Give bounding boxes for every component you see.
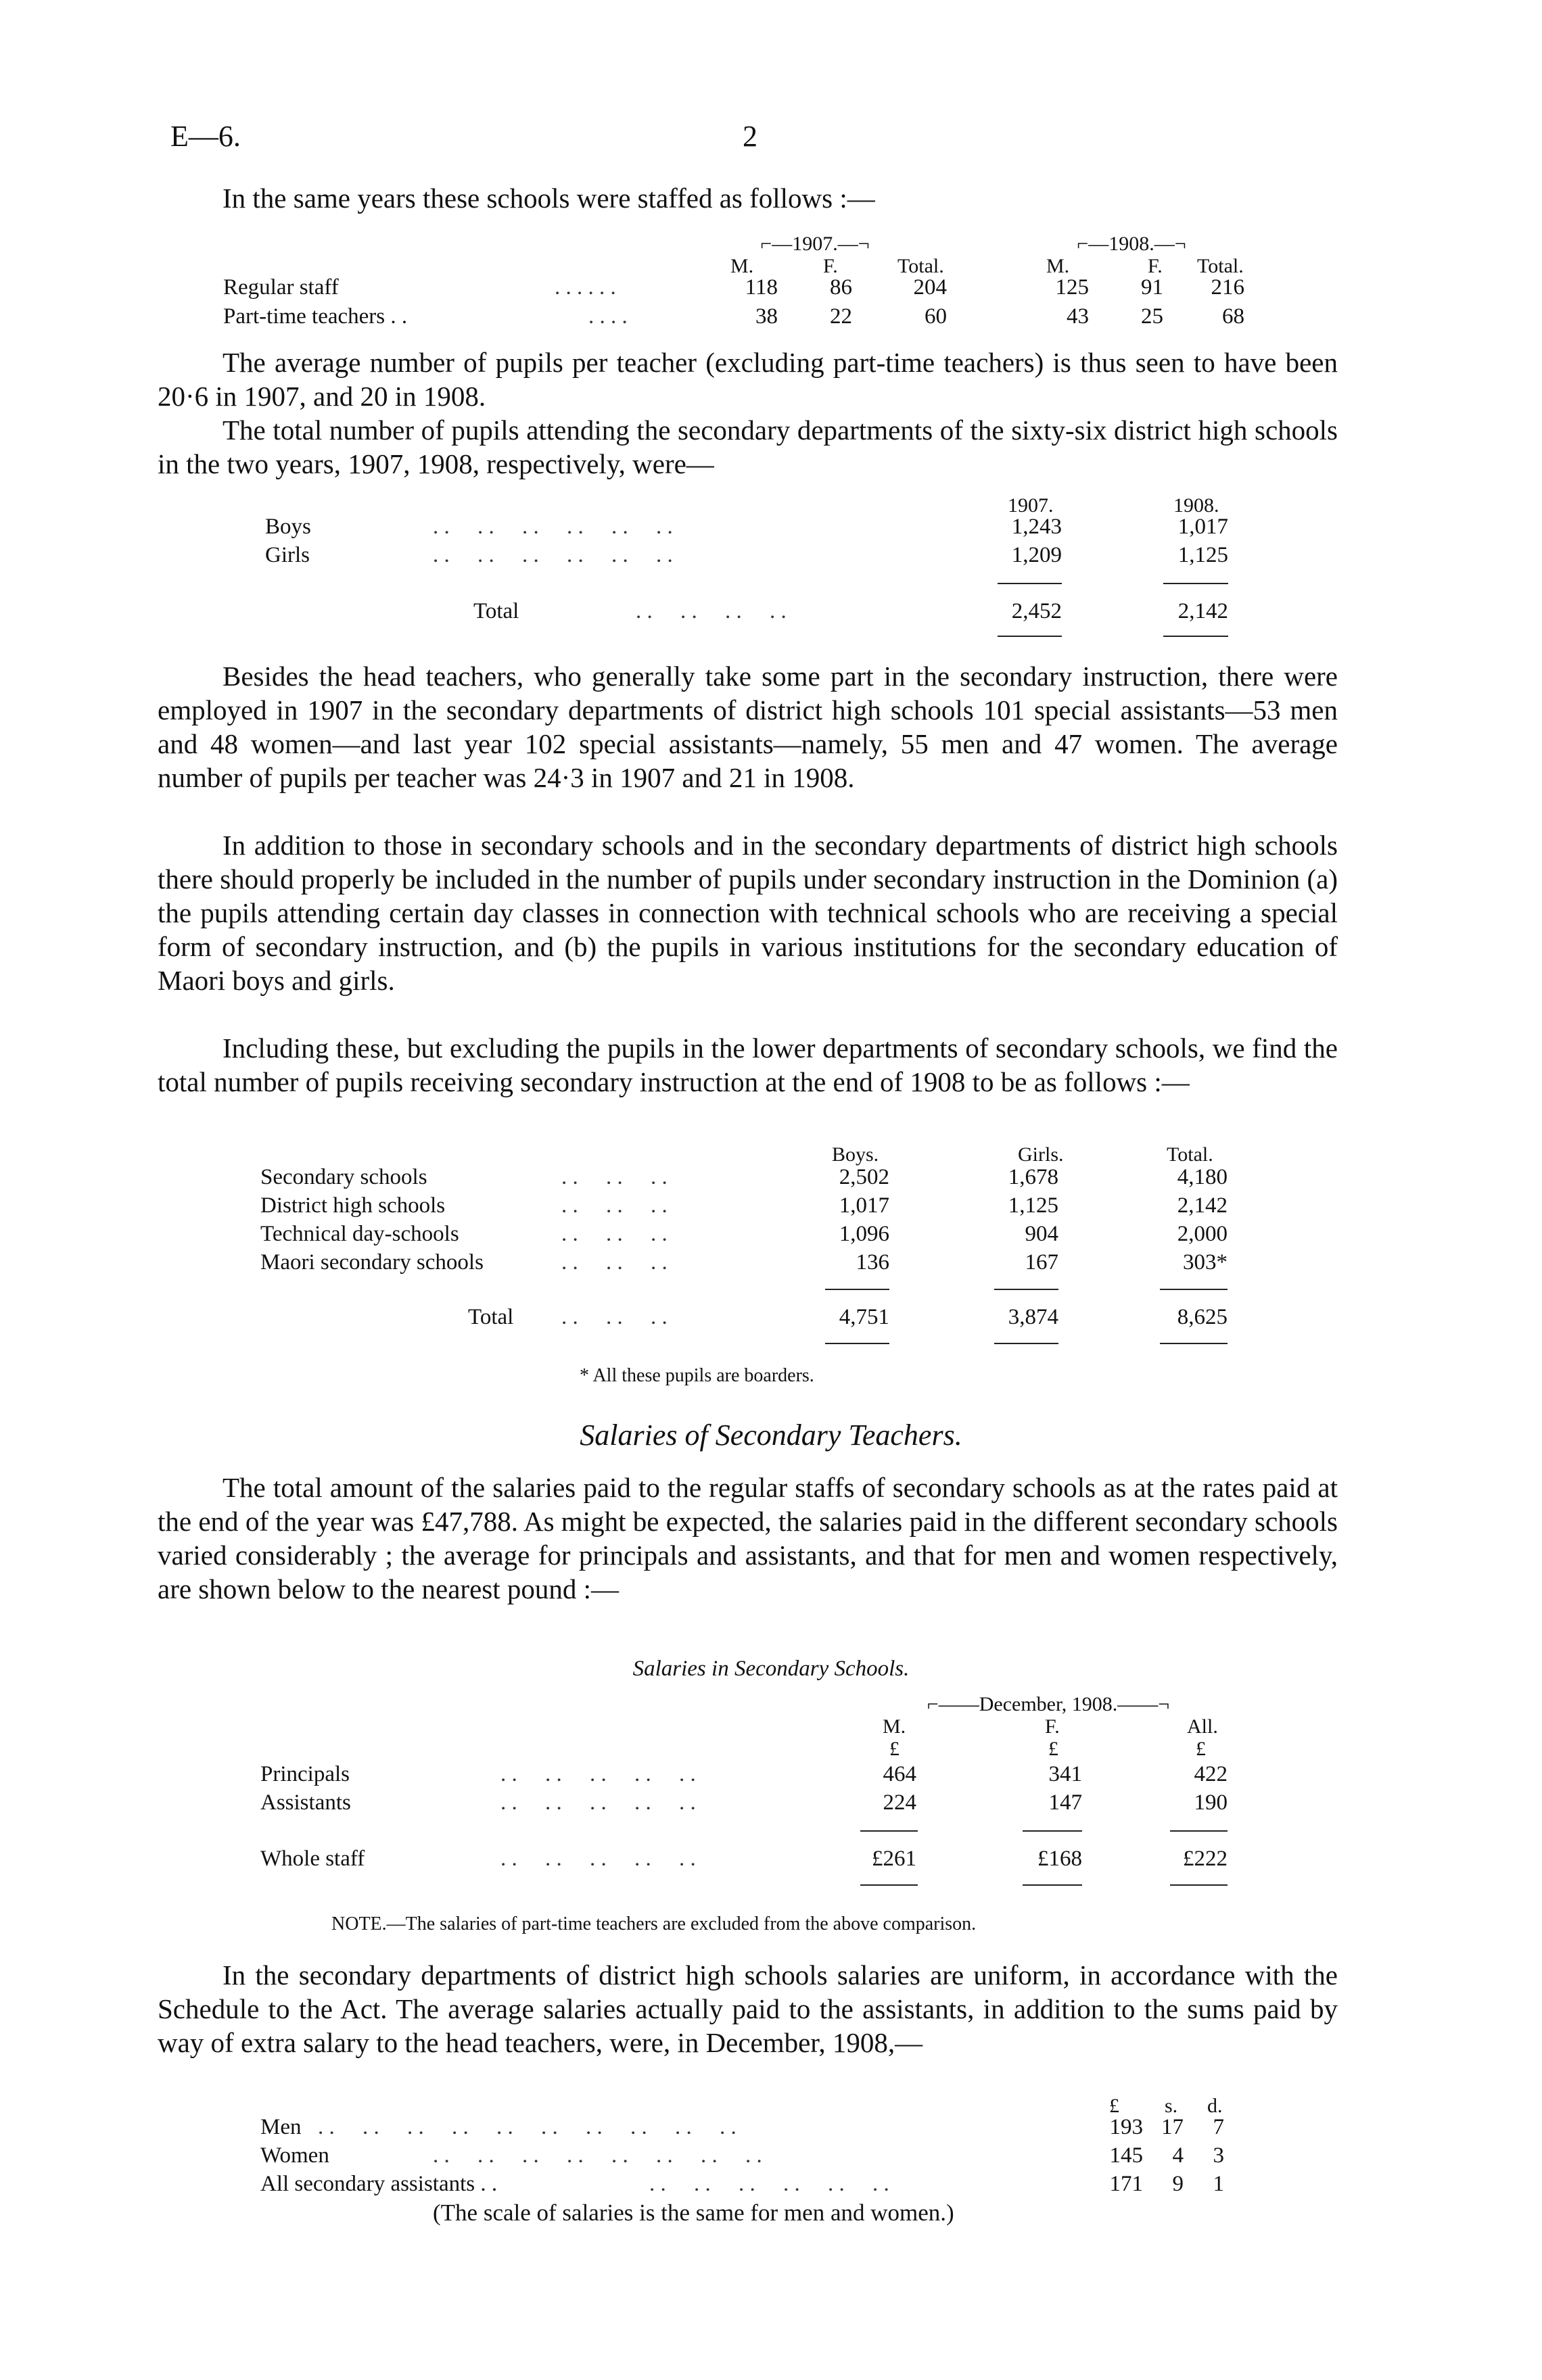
cell: 8,625 <box>1177 1305 1228 1329</box>
sum-rule <box>998 636 1062 637</box>
col-header-total: Total. <box>897 255 944 277</box>
cell: 4 <box>1172 2143 1184 2168</box>
cell: 193 <box>1109 2115 1143 2139</box>
col-header-boys: Boys. <box>832 1143 879 1166</box>
leader-dots: . . . . . . . . . . <box>500 1790 696 1815</box>
col-header-total: Total. <box>1167 1143 1213 1166</box>
sum-rule <box>1163 583 1228 584</box>
cell: 145 <box>1109 2143 1143 2168</box>
paragraph-average-pupils: The average number of pupils per teacher (excluding part-time teachers) is thus seen to have been 20·6 in 1907, and 20 in 1908. <box>158 347 1338 412</box>
paragraph-salaries: The total amount of the salaries paid to the regular staffs of secondary schools as at the rates paid at the end of the year was £47,788. As might be expected, the salaries paid in the different secondary schools varied considerably ; the average for principals and assistants, and that for men and women respectively, are shown below to the nearest pound :— <box>158 1472 1338 1604</box>
cell: 2,452 <box>1011 599 1062 623</box>
row-label: Boys <box>265 515 311 539</box>
sum-rule <box>994 1289 1058 1290</box>
col-header-m: M. <box>730 255 754 277</box>
document-reference: E—6. <box>170 120 241 153</box>
cell: 25 <box>1141 304 1163 329</box>
leader-dots: . . . . . . <box>561 1305 668 1329</box>
sum-rule <box>1023 1830 1082 1832</box>
row-label: Men <box>260 2115 302 2139</box>
cell: 1,209 <box>1011 543 1062 567</box>
total-label: Total <box>473 599 519 623</box>
cell: 38 <box>755 304 778 329</box>
cell: 1,017 <box>839 1193 889 1218</box>
row-label: Maori secondary schools <box>260 1250 484 1275</box>
unit-pound: £ <box>889 1738 900 1760</box>
col-header-f: F. <box>823 255 838 277</box>
cell: 224 <box>883 1790 916 1815</box>
sum-rule <box>1160 1289 1228 1290</box>
cell: 3 <box>1213 2143 1224 2168</box>
leader-dots: . . . . . . <box>561 1222 668 1246</box>
paragraph-special-assistants: Besides the head teachers, who generally take some part in the secondary instruction, there were employed in 1907 in the secondary departments of district high schools 101 special assistants—53 men and 48 women—and last year 102 special assistants—namely, 55 men and 47 women. The average number of pupils per teacher was 24·3 in 1907 and 21 in 1908. <box>158 661 1338 793</box>
cell: 118 <box>745 275 778 300</box>
col-header-pounds: £ <box>1109 2095 1119 2117</box>
leader-dots: . . . . . . . . . . . . <box>649 2172 889 2196</box>
unit-pound: £ <box>1048 1738 1058 1760</box>
cell: 4,751 <box>839 1305 889 1329</box>
row-label: Part-time teachers . . <box>223 304 408 329</box>
cell: 1,017 <box>1177 515 1228 539</box>
cell: 2,142 <box>1177 599 1228 623</box>
cell: 91 <box>1141 275 1163 300</box>
col-header-all: All. <box>1187 1715 1218 1738</box>
cell: 22 <box>830 304 852 329</box>
col-header-shillings: s. <box>1165 2095 1178 2117</box>
cell: 1 <box>1213 2172 1224 2196</box>
row-label: Secondary schools <box>260 1165 427 1189</box>
sum-rule <box>1160 1343 1228 1344</box>
leader-dots: . . . . . . . . . . . . <box>433 515 673 539</box>
total-label: Whole staff <box>260 1847 365 1871</box>
cell: 1,125 <box>1008 1193 1058 1218</box>
col-header-1907: 1907. <box>1008 494 1054 517</box>
cell: 2,000 <box>1177 1222 1228 1246</box>
leader-dots: . . . . . . . . . . . . . . . . . . . . <box>318 2115 737 2139</box>
cell: 125 <box>1055 275 1089 300</box>
leader-dots: . . . . . . . . . . . . <box>433 543 673 567</box>
cell: 422 <box>1194 1762 1228 1786</box>
cell: 2,142 <box>1177 1193 1228 1218</box>
paragraph-district-high-schools: The total number of pupils attending the secondary departments of the sixty-six district high schools in the two years, 1907, 1908, respectively, were— <box>158 414 1338 479</box>
cell: £222 <box>1183 1847 1228 1871</box>
cell: 43 <box>1067 304 1089 329</box>
cell: 904 <box>1025 1222 1058 1246</box>
group-header-1908: ⌐—1908.—¬ <box>1077 233 1186 255</box>
table-note: (The scale of salaries is the same for men and women.) <box>433 2199 954 2226</box>
cell: 190 <box>1194 1790 1228 1815</box>
row-label: Technical day-schools <box>260 1222 459 1246</box>
row-label: Principals <box>260 1762 350 1786</box>
col-header-girls: Girls. <box>1018 1143 1064 1166</box>
row-label: All secondary assistants . . <box>260 2172 498 2196</box>
section-title: Salaries of Secondary Teachers. <box>580 1419 962 1452</box>
sum-rule <box>1163 636 1228 637</box>
cell: 204 <box>913 275 947 300</box>
sum-rule <box>825 1343 889 1344</box>
total-label: Total <box>468 1305 514 1329</box>
cell: 17 <box>1161 2115 1184 2139</box>
col-header-m: M. <box>1046 255 1070 277</box>
row-label: Assistants <box>260 1790 351 1815</box>
col-header-f: F. <box>1148 255 1163 277</box>
cell: 1,096 <box>839 1222 889 1246</box>
cell: 86 <box>830 275 852 300</box>
paragraph-staffing-intro: In the same years these schools were staffed as follows :— <box>223 183 875 214</box>
cell: 167 <box>1025 1250 1058 1275</box>
cell: £261 <box>872 1847 916 1871</box>
sum-rule <box>994 1343 1058 1344</box>
cell: 60 <box>925 304 947 329</box>
page-number: 2 <box>743 120 757 153</box>
row-label: Regular staff <box>223 275 339 300</box>
cell: 4,180 <box>1177 1165 1228 1189</box>
row-label: District high schools <box>260 1193 446 1218</box>
group-header-1907: ⌐—1907.—¬ <box>760 233 870 255</box>
leader-dots: . . . . <box>588 304 628 329</box>
table-title: Salaries in Secondary Schools. <box>632 1657 910 1681</box>
paragraph-totals-intro: Including these, but excluding the pupils in the lower departments of secondary schools, we find the total number of pupils receiving secondary instruction at the end of 1908 to be as follows :— <box>158 1032 1338 1097</box>
paragraph-additional-pupils: In addition to those in secondary schools and in the secondary departments of district high schools there should properly be included in the number of pupils under secondary instruction in the Dominion (a) the pupils attending certain day classes in connection with technical schools who are receiving a special form of secondary instruction, and (b) the pupils in various institutions for the secondary education of Maori boys and girls. <box>158 830 1338 996</box>
sum-rule <box>1170 1830 1228 1832</box>
sum-rule <box>1023 1884 1082 1886</box>
cell: 9 <box>1172 2172 1184 2196</box>
col-header-pence: d. <box>1207 2095 1223 2117</box>
table-note: NOTE.—The salaries of part-time teachers are excluded from the above comparison. <box>331 1913 977 1934</box>
leader-dots: . . . . . . . . . . . . . . . . <box>433 2143 762 2168</box>
cell: 136 <box>856 1250 889 1275</box>
cell: 68 <box>1222 304 1244 329</box>
cell: 1,678 <box>1008 1165 1058 1189</box>
leader-dots: . . . . . . <box>561 1250 668 1275</box>
leader-dots: . . . . . . . . <box>636 599 787 623</box>
cell: 7 <box>1213 2115 1224 2139</box>
cell: £168 <box>1037 1847 1082 1871</box>
cell: 464 <box>883 1762 916 1786</box>
leader-dots: . . . . . . . . . . <box>500 1762 696 1786</box>
unit-pound: £ <box>1196 1738 1206 1760</box>
cell: 3,874 <box>1008 1305 1058 1329</box>
leader-dots: . . . . . . <box>555 275 616 300</box>
cell: 1,243 <box>1011 515 1062 539</box>
col-header-f: F. <box>1045 1715 1060 1738</box>
col-header-total: Total. <box>1197 255 1244 277</box>
cell: 341 <box>1048 1762 1082 1786</box>
sum-rule <box>998 583 1062 584</box>
sum-rule <box>860 1830 918 1832</box>
leader-dots: . . . . . . . . . . <box>500 1847 696 1871</box>
cell: 216 <box>1211 275 1244 300</box>
row-label: Women <box>260 2143 329 2168</box>
sum-rule <box>1170 1884 1228 1886</box>
leader-dots: . . . . . . <box>561 1193 668 1218</box>
sum-rule <box>860 1884 918 1886</box>
cell: 171 <box>1109 2172 1143 2196</box>
col-header-m: M. <box>883 1715 906 1738</box>
group-header-december-1908: ⌐——December, 1908.——¬ <box>927 1693 1170 1715</box>
col-header-1908: 1908. <box>1173 494 1219 517</box>
paragraph-district-salaries: In the secondary departments of district high schools salaries are uniform, in accordance with the Schedule to the Act. The average salaries actually paid to the assistants, in addition to the sums paid by way of extra salary to the head teachers, were, in December, 1908,— <box>158 1959 1338 2058</box>
row-label: Girls <box>265 543 310 567</box>
cell: 1,125 <box>1177 543 1228 567</box>
sum-rule <box>825 1289 889 1290</box>
cell: 303* <box>1183 1250 1228 1275</box>
cell: 2,502 <box>839 1165 889 1189</box>
leader-dots: . . . . . . <box>561 1165 668 1189</box>
footnote: * All these pupils are boarders. <box>580 1365 814 1386</box>
cell: 147 <box>1048 1790 1082 1815</box>
